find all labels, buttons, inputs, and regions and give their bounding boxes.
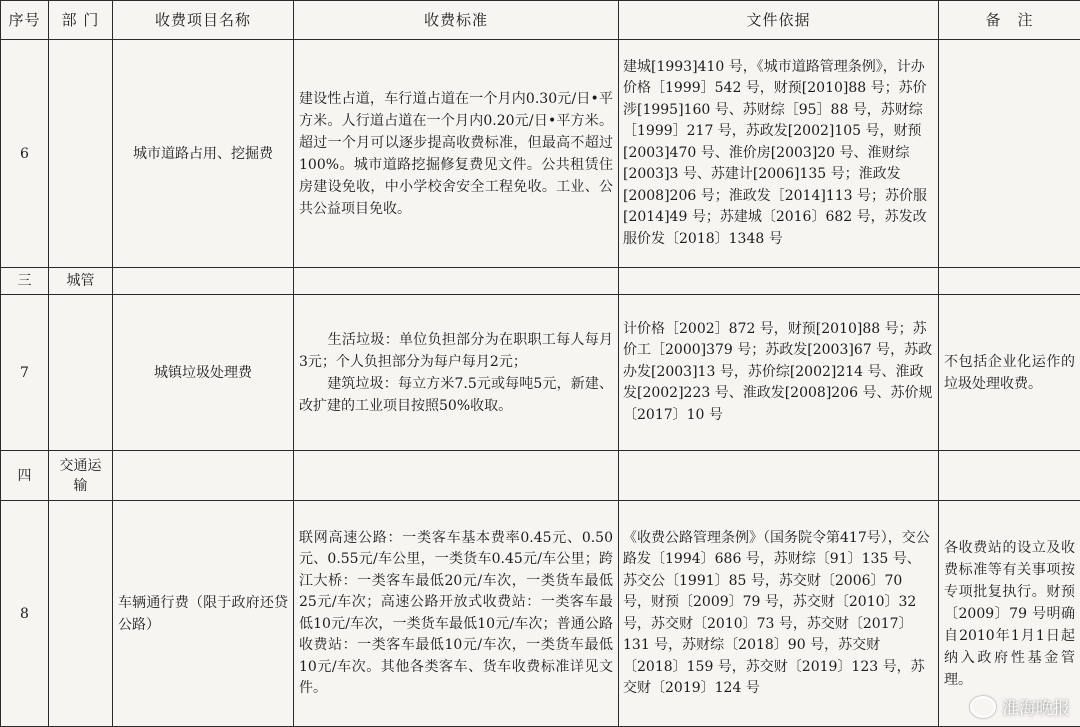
header-basis: 文件依据 [619,1,939,40]
row-remark [939,40,1080,268]
row-seq: 8 [1,501,49,727]
section-dept: 城管 [49,268,113,295]
section-row [1,451,1080,501]
row-basis: 建城[1993]410 号，《城市道路管理条例》，计办价格［1999］542 号，财预[2010]88 号；苏价涉[1995]160 号、苏财综［95］88 号，苏财综［1999］217 号，苏政发[2002]105 号，财预[2003]470 号、淮价房[2003]20 号、淮财综[2003]3 号、苏建计[2006]135 号；淮政发[2008]206 号；淮政发［2014]113 号；苏价服[2014]49 号；苏建城〔2016〕682 号，苏发改服价发〔2018〕1348 号 [619,40,939,268]
watermark-text: 淮海晚报 [1002,699,1070,719]
row-dept [49,40,113,268]
row-basis: 《收费公路管理条例》（国务院令第417号），交公路发〔1994〕686 号，苏财综〔91〕135 号、苏交公〔1991〕85 号，苏交财〔2006〕70 号，财预〔2009〕79 号，苏交财〔2010〕32 号，苏交财〔2010〕73 号，苏交财〔2017〕131 号，苏财综〔2018〕90 号，苏交财〔2018〕159 号，苏交财〔2019〕123 号，苏交财〔2019〕124 号 [619,501,939,727]
row-basis: 计价格［2002］872 号，财预[2010]88 号；苏价工［2000]379 号；苏政发[2003]67 号，苏政办发[2003]13 号，苏价综[2002]214 号、淮政发[2002]223 号、淮政发[2008]206 号、苏价规〔2017〕10 号 [619,295,939,451]
wechat-icon [970,696,996,718]
row-seq: 6 [1,40,49,268]
row-item: 车辆通行费（限于政府还贷公路） [113,501,294,727]
section-row [1,268,1080,295]
header-standard: 收费标准 [294,1,619,40]
row-standard: 联网高速公路：一类客车基本费率0.45元、0.50元、0.55元/车公里，一类货车0.45元/车公里；跨江大桥：一类客车最低20元/车次，一类货车最低25元/车次；高速公路开放式收费站：一类客车最低10元/车次，一类货车最低10元/车次；普通公路收费站：一类客车最低10元/车次，一类货车最低10元/车次。其他各类客车、货车收费标准详见文件。 [294,501,619,727]
row-item: 城市道路占用、挖掘费 [113,40,294,268]
table-row [1,295,1080,451]
header-seq: 序号 [1,1,49,40]
row-dept [49,295,113,451]
row-seq: 7 [1,295,49,451]
section-seq: 四 [1,451,49,501]
row-remark: 各收费站的设立及收费标准等有关事项按专项批复执行。财预〔2009〕79 号明确自2010年1月1日起纳入政府性基金管理。 [939,501,1080,727]
header-item: 收费项目名称 [113,1,294,40]
watermark [970,694,1070,719]
row-remark: 不包括企业化运作的垃圾处理收费。 [939,295,1080,451]
section-dept: 交通运输 [49,451,113,501]
table-row [1,501,1080,727]
header-dept: 部 门 [49,1,113,40]
header-row [1,1,1080,40]
row-standard: 生活垃圾：单位负担部分为在职职工每人每月3元；个人负担部分为每户每月2元； 建筑垃圾：每立方米7.5元或每吨5元，新建、改扩建的工业项目按照50%收取。 [294,295,619,451]
table-row [1,40,1080,268]
header-remark: 备 注 [939,1,1080,40]
row-standard: 建设性占道，车行道占道在一个月内0.30元/日•平方米。人行道占道在一个月内0.20元/日•平方米。超过一个月可以逐步提高收费标准，但最高不超过100%。城市道路挖掘修复费见文件。公共租赁住房建设免收，中小学校舍安全工程免收。工业、公共公益项目免收。 [294,40,619,268]
row-dept [49,501,113,727]
row-item: 城镇垃圾处理费 [113,295,294,451]
section-seq: 三 [1,268,49,295]
